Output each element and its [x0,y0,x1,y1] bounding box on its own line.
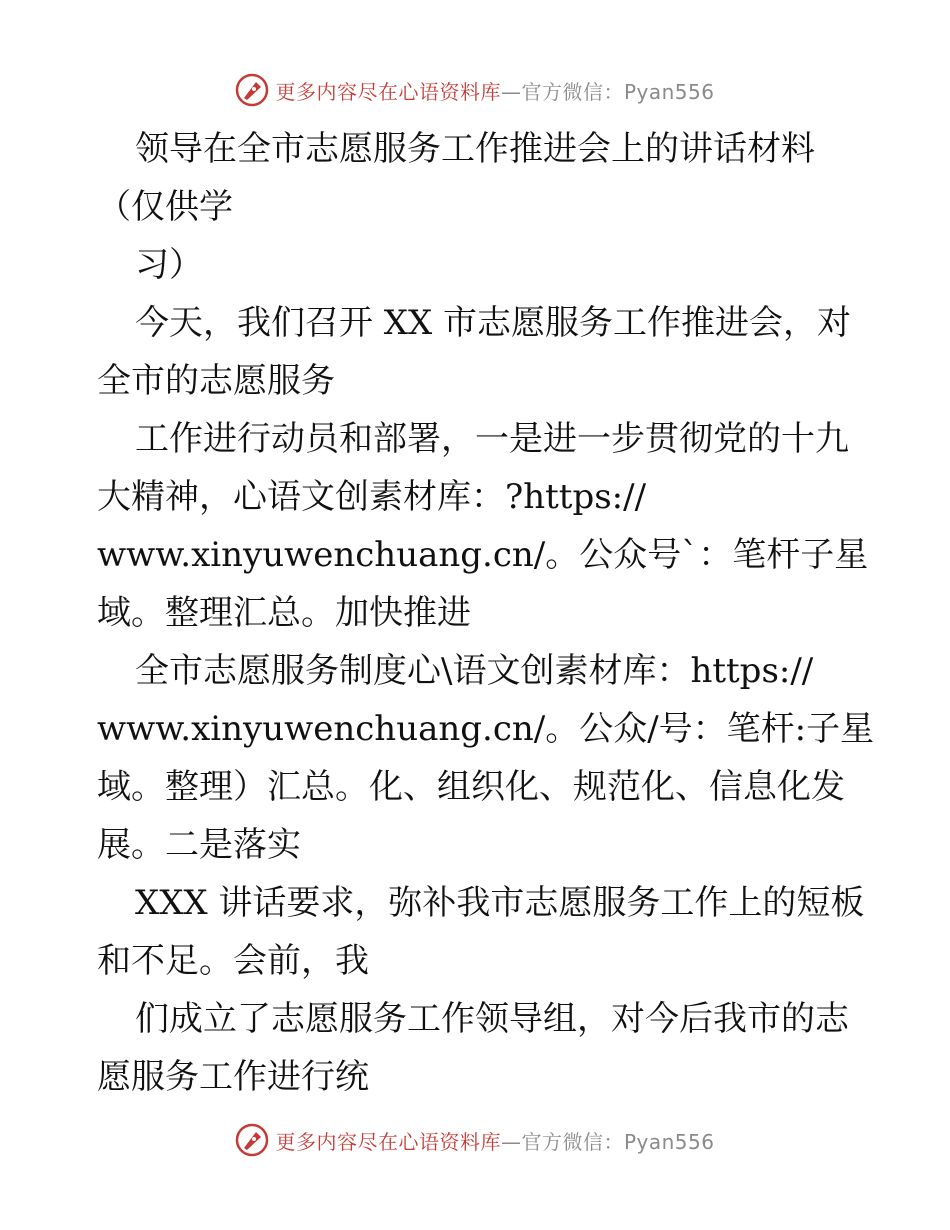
watermark-brand-text: 更多内容尽在心语资料库 [275,79,501,104]
paragraph-2 [97,236,857,294]
paragraph-line: 全市志愿服务制度心\语文创素材库：https:// [135,651,814,691]
watermark-dash: — [500,79,522,104]
paragraph-line: 今天，我们召开 XX 市志愿服务工作推进会，对 [135,303,852,343]
paragraph-line: 域。整理汇总。加快推进 [97,593,471,633]
footer-watermark [0,1118,950,1162]
paragraph-line: 和不足。会前，我 [97,941,369,981]
paragraph-line: （仅供学 [97,187,233,227]
watermark-dash: — [500,1129,522,1154]
paragraph-6 [97,874,865,990]
watermark-brand-text: 更多内容尽在心语资料库 [275,1129,501,1154]
paragraph-line: 大精神，心语文创素材库：?https:// [97,477,647,517]
paragraph-line: 工作进行动员和部署，一是进一步贯彻党的十九 [135,419,849,459]
document-body [97,120,875,1106]
paragraph-line: XXX 讲话要求，弥补我市志愿服务工作上的短板 [135,883,865,923]
paragraph-line: 域。整理）汇总。化、组织化、规范化、信息化发 [97,767,845,807]
paragraph-line: 全市的志愿服务 [97,361,335,401]
watermark-wechat-text: 官方微信：Pyan556 [521,1129,715,1154]
pen-nib-logo-icon [235,1123,269,1157]
paragraph-line: 们成立了志愿服务工作领导组，对今后我市的志 [135,999,849,1039]
paragraph-7 [97,990,857,1106]
paragraph-line: www.xinyuwenchuang.cn/。公众/号：笔杆:子星 [97,709,875,749]
paragraph-1 [97,120,857,236]
paragraph-4 [97,410,869,642]
pen-nib-logo-icon [235,73,269,107]
watermark-wechat-text: 官方微信：Pyan556 [521,79,715,104]
paragraph-5 [97,642,875,874]
paragraph-line: www.xinyuwenchuang.cn/。公众号`：笔杆子星 [97,535,869,575]
paragraph-line: 愿服务工作进行统 [97,1057,369,1097]
header-watermark [0,68,950,112]
paragraph-line: 习） [135,245,203,285]
document-title-line: 领导在全市志愿服务工作推进会上的讲话材料 [135,129,815,169]
paragraph-3 [97,294,857,410]
paragraph-line: 展。二是落实 [97,825,301,865]
